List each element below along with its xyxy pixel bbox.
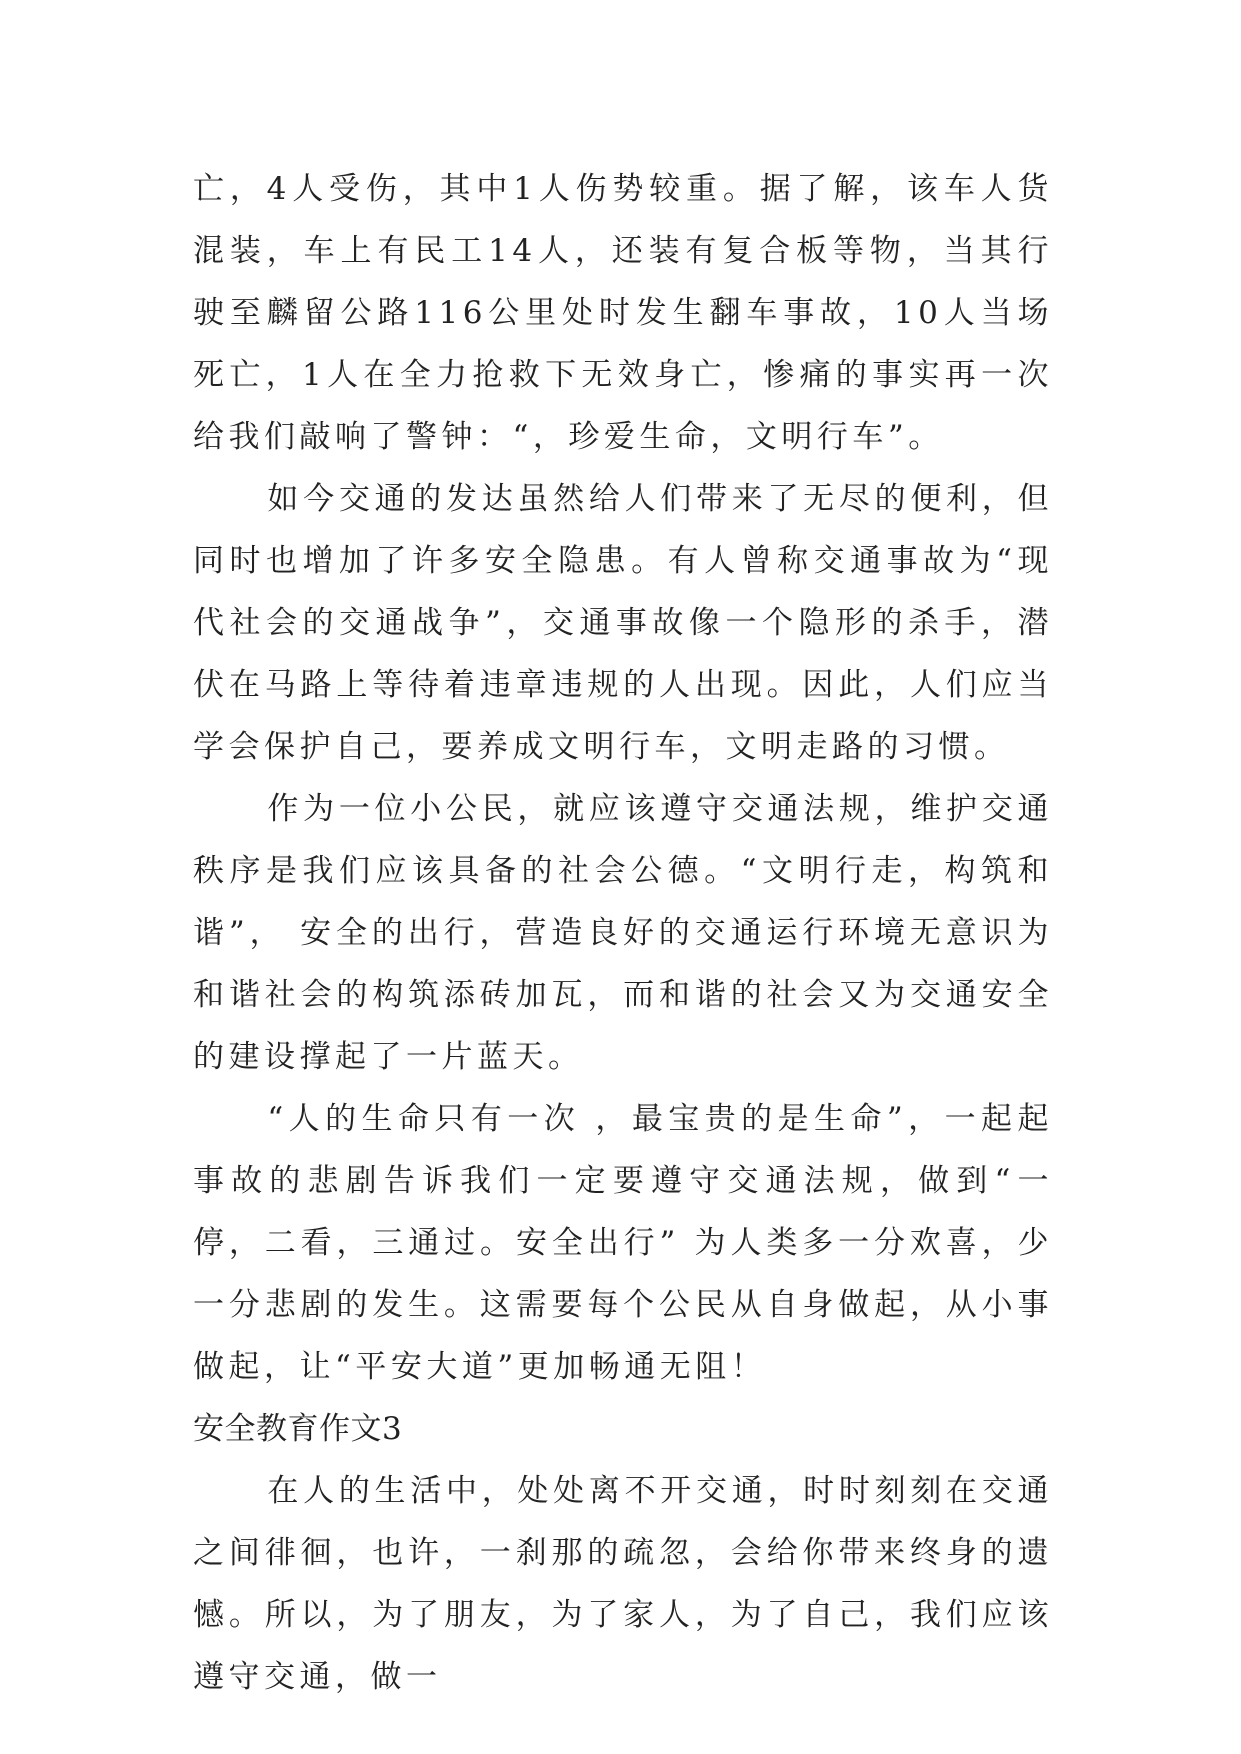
paragraph: 在人的生活中，处处离不开交通，时时刻刻在交通之间徘徊，也许，一刹那的疏忽，会给你带来终身的遗憾。所以，为了朋友，为了家人，为了自己，我们应该遵守交通，做一 (193, 1473, 1053, 1695)
paragraph: “人的生命只有一次 ，最宝贵的是生命”，一起起事故的悲剧告诉我们一定要遵守交通法规，做到“一停，二看，三通过。安全出行” 为人类多一分欢喜，少一分悲剧的发生。这需要每个公民从自身做起，从小事做起，让“平安大道”更加畅通无阻！ (193, 1101, 1053, 1385)
paragraph: 如今交通的发达虽然给人们带来了无尽的便利，但同时也增加了许多安全隐患。有人曾称交通事故为“现代社会的交通战争”，交通事故像一个隐形的杀手，潜伏在马路上等待着违章违规的人出现。因此，人们应当学会保护自己，要养成文明行车，文明走路的习惯。 (193, 481, 1053, 765)
document-body (193, 158, 1053, 1708)
section-title: 安全教育作文3 (193, 1411, 403, 1447)
paragraph: 作为一位小公民，就应该遵守交通法规，维护交通秩序是我们应该具备的社会公德。“文明行走，构筑和谐”， 安全的出行，营造良好的交通运行环境无意识为和谐社会的构筑添砖加瓦，而和谐的社会又为交通安全的建设撑起了一片蓝天。 (193, 791, 1053, 1075)
paragraph: 亡，4人受伤，其中1人伤势较重。据了解，该车人货混装，车上有民工14人，还装有复合板等物，当其行驶至麟留公路116公里处时发生翻车事故，10人当场死亡，1人在全力抢救下无效身亡，惨痛的事实再一次给我们敲响了警钟：“，珍爱生命，文明行车”。 (193, 171, 1053, 455)
